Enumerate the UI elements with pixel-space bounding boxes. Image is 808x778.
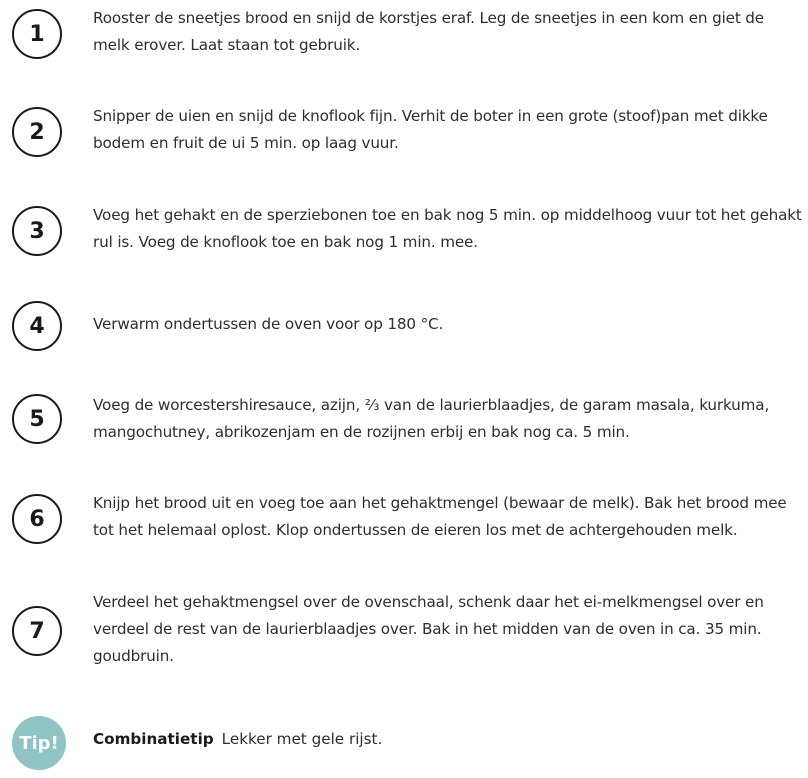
step-text: Verwarm ondertussen de oven voor op 180 °C. bbox=[93, 315, 444, 333]
step-number-badge: 3 bbox=[12, 206, 62, 256]
combination-tip bbox=[93, 726, 382, 753]
step-number-badge: 4 bbox=[12, 301, 62, 351]
step-number-badge: 6 bbox=[12, 494, 62, 544]
step-text: Knijp het brood uit en voeg toe aan het gehaktmengel (bewaar de melk). Bak het brood mee tot het helemaal oplost. Klop ondertussen de eieren los met de achtergehouden melk. bbox=[93, 494, 787, 539]
step-number-badge: 5 bbox=[12, 394, 62, 444]
step-text: Verdeel het gehaktmengsel over de ovenschaal, schenk daar het ei-melkmengsel over en verdeel de rest van de laurierblaadjes over. Bak in het midden van de oven in ca. 35 min. goudbruin. bbox=[93, 593, 764, 665]
step-text: Voeg de worcestershiresauce, azijn, ⅔ van de laurierblaadjes, de garam masala, kurkuma, mangochutney, abrikozenjam en de rozijnen erbij en bak nog ca. 5 min. bbox=[93, 396, 770, 441]
tip-title: Combinatietip bbox=[93, 730, 214, 748]
step-number-badge: 2 bbox=[12, 107, 62, 157]
tip-text: Lekker met gele rijst. bbox=[221, 730, 383, 748]
tip-badge: Tip! bbox=[12, 716, 66, 770]
step-text: Rooster de sneetjes brood en snijd de korstjes eraf. Leg de sneetjes in een kom en giet de melk erover. Laat staan tot gebruik. bbox=[93, 9, 764, 54]
step-text: Snipper de uien en snijd de knoflook fijn. Verhit de boter in een grote (stoof)pan met dikke bodem en fruit de ui 5 min. op laag vuur. bbox=[93, 107, 768, 152]
step-number-badge: 7 bbox=[12, 606, 62, 656]
step-text: Voeg het gehakt en de sperziebonen toe en bak nog 5 min. op middelhoog vuur tot het gehakt rul is. Voeg de knoflook toe en bak nog 1 min. mee. bbox=[93, 206, 802, 251]
step-number-badge: 1 bbox=[12, 9, 62, 59]
